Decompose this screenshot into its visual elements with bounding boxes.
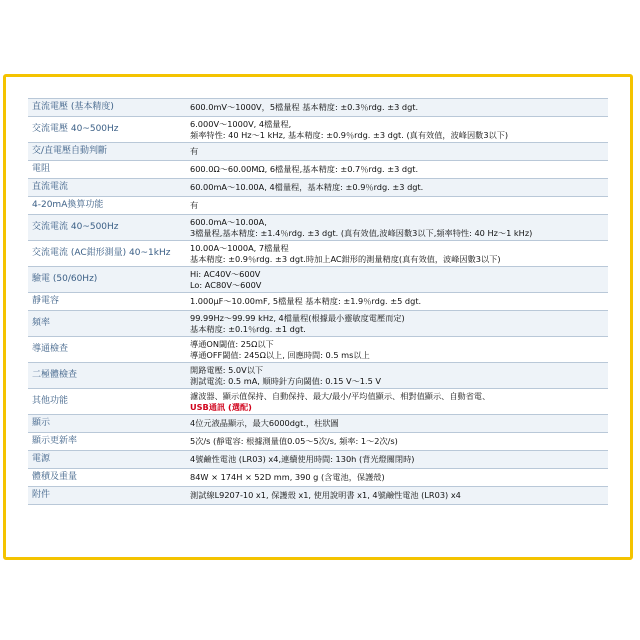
spec-row — [28, 487, 608, 505]
spec-value — [186, 179, 608, 197]
spec-value — [186, 469, 608, 487]
spec-value-line: 60.00mA～10.00A, 4檔量程，基本精度: ±0.9％rdg. ±3 dgt. — [190, 182, 424, 192]
spec-value-line: 600.0mA～10.00A, — [190, 216, 267, 227]
spec-value — [186, 311, 608, 337]
spec-label: 4-20mA換算功能 — [32, 200, 104, 210]
spec-value-line: 3檔量程,基本精度: ±1.4％rdg. ±3 dgt. (真有效值,波峰因數3以下,頻率特性: 40 Hz～1 kHz) — [190, 227, 533, 238]
spec-label: 交流電流 (AC鉗形測量) 40~1kHz — [32, 248, 171, 258]
spec-label: 二極體檢查 — [32, 370, 78, 380]
spec-row — [28, 337, 608, 363]
spec-value — [186, 293, 608, 311]
spec-value-line: 頻率特性: 40 Hz～1 kHz, 基本精度: ±0.9％rdg. ±3 dgt. (真有效值，波峰因數3以下) — [190, 129, 509, 140]
spec-value-line: 5次/s (靜電容: 根據測量值0.05～5次/s, 頻率: 1～2次/s) — [190, 436, 398, 446]
spec-label: 頻率 — [32, 318, 51, 328]
spec-label: 導通檢查 — [32, 344, 69, 354]
spec-row — [28, 215, 608, 241]
spec-row — [28, 99, 608, 117]
spec-value-line: 導通ON閾值: 25Ω以下 — [190, 338, 274, 349]
spec-value-line: 基本精度: ±0.9％rdg. ±3 dgt.時加上AC鉗形的測量精度(真有效值，波峰因數3以下) — [190, 253, 501, 264]
spec-label: 顯示更新率 — [32, 436, 78, 446]
spec-label: 靜電容 — [32, 296, 60, 306]
spec-value — [186, 433, 608, 451]
spec-label: 驗電 (50/60Hz) — [32, 274, 98, 284]
spec-label: 交流電流 40~500Hz — [32, 222, 119, 232]
spec-value-line: 99.99Hz～99.99 kHz, 4檔量程(根據最小靈敏度電壓而定) — [190, 312, 405, 323]
spec-label: 顯示 — [32, 418, 51, 428]
spec-value — [186, 267, 608, 293]
spec-value — [186, 337, 608, 363]
spec-value-line: 4位元液晶顯示，最大6000dgt.，柱狀圖 — [190, 418, 339, 428]
spec-value-line: 84W × 174H × 52D mm, 390 g (含電池，保護殼) — [190, 472, 385, 482]
spec-value-line: 6.000V～1000V, 4檔量程, — [190, 118, 292, 129]
spec-row — [28, 241, 608, 267]
usb-option-note: USB通訊 (選配) — [190, 401, 252, 412]
spec-value — [186, 215, 608, 241]
spec-value-line: 濾波器、顯示值保持、自動保持、最大/最小/平均值顯示、相對值顯示、自動省電、 — [190, 390, 491, 401]
spec-value — [186, 99, 608, 117]
spec-value-line: 導通OFF閾值: 245Ω以上, 回應時間: 0.5 ms以上 — [190, 349, 370, 360]
spec-label: 電阻 — [32, 164, 51, 174]
spec-row — [28, 363, 608, 389]
spec-row — [28, 451, 608, 469]
spec-row — [28, 469, 608, 487]
spec-value-line: 測試線L9207-10 x1, 保護殼 x1, 使用說明書 x1, 4號鹼性電池 (LR03) x4 — [190, 490, 461, 500]
spec-value-line: Lo: AC80V～600V — [190, 279, 262, 290]
spec-value-line: 有 — [190, 200, 199, 210]
spec-label: 直流電壓 (基本精度) — [32, 102, 114, 112]
spec-row — [28, 161, 608, 179]
spec-value-line: 開路電壓: 5.0V以下 — [190, 364, 264, 375]
spec-value-line: 600.0mV～1000V，5檔量程 基本精度: ±0.3％rdg. ±3 dgt. — [190, 102, 419, 112]
spec-value-line: 10.00A～1000A, 7檔量程 — [190, 242, 289, 253]
spec-frame — [3, 74, 633, 560]
spec-value — [186, 197, 608, 215]
spec-row — [28, 433, 608, 451]
spec-label: 電源 — [32, 454, 51, 464]
spec-value — [186, 487, 608, 505]
spec-value — [186, 117, 608, 143]
spec-row — [28, 267, 608, 293]
spec-value-line: Hi: AC40V～600V — [190, 268, 261, 279]
spec-value-line: 有 — [190, 146, 199, 156]
spec-row — [28, 179, 608, 197]
spec-value-line: 600.0Ω～60.00MΩ, 6檔量程,基本精度: ±0.7％rdg. ±3 dgt. — [190, 164, 419, 174]
spec-value-line: 1.000μF～10.00mF, 5檔量程 基本精度: ±1.9％rdg. ±5 dgt. — [190, 296, 422, 306]
spec-value — [186, 363, 608, 389]
spec-label: 直流電流 — [32, 182, 69, 192]
spec-value-line: 4號鹼性電池 (LR03) x4,連續使用時間: 130h (背光燈關閉時) — [190, 454, 415, 464]
spec-row — [28, 389, 608, 415]
spec-row — [28, 311, 608, 337]
spec-value — [186, 143, 608, 161]
spec-value — [186, 161, 608, 179]
spec-row — [28, 293, 608, 311]
spec-label: 其他功能 — [32, 396, 69, 406]
spec-label: 交流電壓 40~500Hz — [32, 124, 119, 134]
spec-value — [186, 451, 608, 469]
spec-label: 附件 — [32, 490, 51, 500]
spec-row — [28, 197, 608, 215]
spec-table — [28, 98, 608, 505]
spec-value-line: 測試電流: 0.5 mA, 順時針方向閾值: 0.15 V～1.5 V — [190, 375, 382, 386]
spec-value — [186, 415, 608, 433]
spec-value — [186, 241, 608, 267]
spec-label: 交/直電壓自動判斷 — [32, 146, 108, 156]
spec-value-line: 基本精度: ±0.1％rdg. ±1 dgt. — [190, 323, 306, 334]
spec-value — [186, 389, 608, 415]
spec-row — [28, 117, 608, 143]
spec-row — [28, 415, 608, 433]
spec-label: 體積及重量 — [32, 472, 78, 482]
spec-row — [28, 143, 608, 161]
